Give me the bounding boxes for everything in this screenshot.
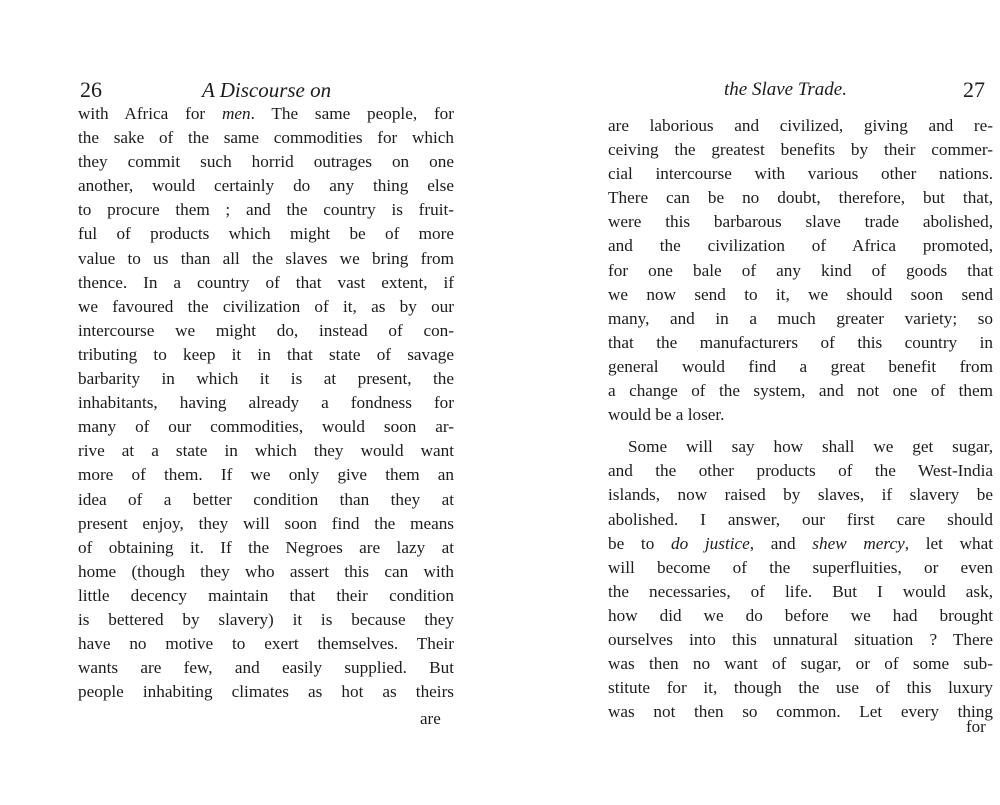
text-segment: was not then so common. Let every thing [608,702,993,722]
italic-phrase: shew mercy [812,533,905,553]
text-line [78,439,454,463]
text-segment: we favoured the civilization of it, as by our [78,296,454,316]
text-segment: and the other products of the West-India [608,461,993,481]
text-segment: intercourse we might do, instead of con- [78,320,454,340]
text-line: a change of the system, and not one of them [608,381,993,401]
text-line: we now send to it, we should soon send [608,284,993,304]
text-segment: the necessaries, of life. But I would ask, [608,581,993,601]
text-line [78,680,454,704]
text-segment: many of our commodities, would soon ar- [78,417,454,437]
text-line [78,536,454,560]
text-line: many, and in a much greater variety; so [608,308,993,328]
text-segment: be to [608,533,671,553]
text-line [78,632,454,656]
text-line: and the civilization of Africa promoted, [608,236,993,256]
left-page-number: 26 [80,77,102,102]
text-segment: people inhabiting climates as hot as theirs [78,682,454,702]
text-segment: abolished. I answer, our first care should [608,509,993,529]
text-line [78,150,454,174]
left-running-head: A Discourse on [202,78,332,102]
text-segment: tributing to keep it in that state of savage [78,344,454,364]
text-line [78,271,454,295]
text-segment: another, would certainly do any thing else [78,176,454,196]
text-line [608,604,993,628]
text-line: cial intercourse with various other nations. [608,164,993,184]
text-line [78,415,454,439]
text-segment: . The same people, for [250,104,454,123]
text-segment: was then no want of sugar, or of some sub- [608,654,993,674]
text-line [608,435,993,459]
text-segment: thence. In a country of that vast extent, if [78,272,454,292]
text-line [78,126,454,150]
text-line: are laborious and civilized, giving and re- [608,116,993,135]
text-segment: will become of the superfluities, or even [608,557,993,577]
text-segment: with Africa for [78,104,222,123]
text-line: ceiving the greatest benefits by their commer- [608,140,993,160]
text-line: general would find a great benefit from [608,356,993,376]
text-segment: ourselves into this unnatural situation ? There [608,629,993,649]
text-line [78,247,454,271]
text-segment: stitute for it, though the use of this luxury [608,678,993,698]
paragraph-gap [608,427,993,435]
text-segment: inhabitants, having already a fondness for [78,393,454,413]
text-segment: the sake of the same commodities for which [78,128,454,148]
text-segment: of obtaining it. If the Negroes are lazy at [78,537,454,557]
left-catchword: are [420,709,441,728]
text-line [78,560,454,584]
text-line [78,174,454,198]
text-line [78,222,454,246]
right-page-number: 27 [963,77,985,102]
text-line [608,628,993,652]
text-segment: idea of a better condition than they at [78,489,454,509]
italic-phrase: men [221,104,251,123]
text-segment: to procure them ; and the country is fruit- [78,200,454,220]
text-line [608,652,993,676]
text-line [78,512,454,536]
text-line [608,483,993,507]
text-line [78,656,454,680]
text-line [78,608,454,632]
text-line: There can be no doubt, therefore, but that, [608,188,993,208]
text-segment: barbarity in which it is at present, the [78,369,454,389]
text-line [78,367,454,391]
text-segment: is bettered by slavery) it is because they [78,609,454,629]
text-line [78,584,454,608]
text-line [78,102,454,126]
text-line [608,459,993,483]
text-segment: more of them. If we only give them an [78,465,454,485]
text-segment: islands, now raised by slaves, if slavery be [608,485,993,505]
text-line [78,391,454,415]
text-segment: home (though they who assert this can with [78,561,454,581]
text-line [78,319,454,343]
text-segment: they commit such horrid outrages on one [78,152,454,172]
text-segment: Some will say how shall we get sugar, [628,437,993,457]
text-line [78,198,454,222]
text-segment: ful of products which might be of more [78,224,454,244]
text-line [78,295,454,319]
text-line [78,488,454,512]
text-segment: , and [749,533,813,553]
text-segment: little decency maintain that their condition [78,585,454,605]
right-page [500,0,1000,805]
text-line [608,700,993,724]
text-line: would be a loser. [608,405,725,425]
text-segment: rive at a state in which they would want [78,441,454,461]
text-line [78,343,454,367]
text-line: were this barbarous slave trade abolished, [608,212,993,232]
text-line: that the manufacturers of this country in [608,332,993,352]
text-segment: , let what [904,533,994,553]
right-catchword: for [966,717,986,736]
italic-phrase: do justice [671,533,750,553]
left-page-body-text [78,102,454,704]
text-segment: have no motive to exert themselves. Their [78,634,454,654]
text-line [608,508,993,532]
right-running-head: the Slave Trade. [724,79,847,100]
right-page-body-text [608,114,993,724]
text-line [78,463,454,487]
text-line: for one bale of any kind of goods that [608,260,993,280]
text-line [608,676,993,700]
text-segment: present enjoy, they will soon find the means [78,513,454,533]
text-segment: value to us than all the slaves we bring from [78,248,454,268]
text-line [608,532,993,556]
text-segment: wants are few, and easily supplied. But [78,658,454,678]
text-line [608,556,993,580]
text-segment: how did we do before we had brought [608,605,993,625]
text-line [608,580,993,604]
